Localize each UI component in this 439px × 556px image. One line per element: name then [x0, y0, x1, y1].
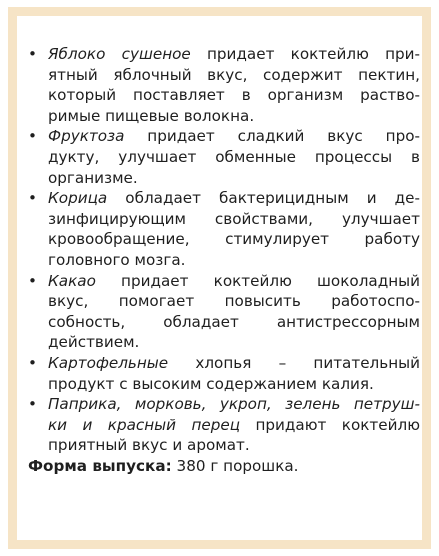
text-line: [48, 188, 420, 209]
bullet-marker: •: [28, 127, 37, 146]
ingredient-list: [28, 44, 420, 456]
ingredient-name: Корица: [48, 189, 108, 208]
ingredient-text: кровообращение, стимулирует работу: [48, 230, 420, 249]
ingredient-text: обладает бактерицидным и де-: [107, 189, 420, 208]
text-line: [48, 147, 420, 168]
text-line: [48, 44, 420, 65]
ingredient-item: [28, 394, 420, 456]
ingredient-text: организме.: [48, 168, 138, 187]
ingredient-text: хлопья – питательный: [168, 353, 420, 372]
text-line: [48, 435, 420, 456]
text-line: [48, 353, 420, 374]
ingredient-text: головного мозга.: [48, 250, 186, 269]
release-form-line: [28, 456, 420, 477]
bullet-marker: •: [28, 395, 37, 414]
ingredient-name: Паприка, морковь, укроп, зелень петруш-: [48, 395, 420, 414]
text-line: [48, 271, 420, 292]
text-line: [48, 65, 420, 86]
bullet-marker: •: [28, 189, 37, 208]
ingredient-name: Фруктоза: [48, 127, 125, 146]
ingredient-text: который поставляет в организм раство-: [48, 86, 420, 105]
text-line: [48, 394, 420, 415]
bullet-marker: •: [28, 271, 37, 290]
text-line: [48, 106, 420, 127]
ingredient-text: действием.: [48, 333, 140, 352]
text-line: [48, 415, 420, 436]
ingredient-text: придает коктейлю шоколадный: [95, 271, 420, 290]
ingredient-text: продукт с высоким содержанием калия.: [48, 374, 374, 393]
bullet-marker: •: [28, 45, 37, 63]
bullet-marker: •: [28, 353, 37, 372]
ingredient-text: дукту, улучшает обменные процессы в: [48, 147, 420, 166]
ingredient-text: зинфицирующим свойствами, улучшает: [48, 209, 420, 228]
text-line: [48, 291, 420, 312]
text-line: [48, 250, 420, 271]
ingredient-item: [28, 271, 420, 353]
ingredient-item: [28, 353, 420, 394]
release-form-value: 380 г порошка.: [171, 456, 299, 475]
ingredient-text: приятный вкус и аромат.: [48, 436, 250, 455]
text-line: [48, 85, 420, 106]
ingredients-description: [28, 44, 420, 476]
text-line: [48, 374, 420, 395]
ingredient-text: придает коктейлю при-: [190, 45, 420, 63]
ingredient-text: придает сладкий вкус про-: [124, 127, 420, 146]
text-line: [48, 229, 420, 250]
ingredient-name: Какао: [48, 271, 96, 290]
ingredient-name: Яблоко сушеное: [48, 45, 191, 63]
text-line: [48, 126, 420, 147]
ingredient-name: ки и красный перец: [48, 415, 241, 434]
ingredient-text: собность, обладает антистрессорным: [48, 312, 420, 331]
ingredient-item: [28, 126, 420, 188]
text-line: [48, 312, 420, 333]
ingredient-text: римые пищевые волокна.: [48, 106, 255, 125]
text-line: [48, 332, 420, 353]
ingredient-text: придают коктейлю: [240, 415, 420, 434]
ingredient-text: ятный яблочный вкус, содержит пектин,: [48, 65, 420, 84]
text-line: [48, 209, 420, 230]
ingredient-item: [28, 44, 420, 126]
release-form-label: Форма выпуска:: [28, 456, 172, 475]
ingredient-item: [28, 188, 420, 270]
ingredient-text: вкус, помогает повысить работоспо-: [48, 292, 420, 311]
ingredient-name: Картофельные: [48, 353, 169, 372]
text-line: [48, 168, 420, 189]
